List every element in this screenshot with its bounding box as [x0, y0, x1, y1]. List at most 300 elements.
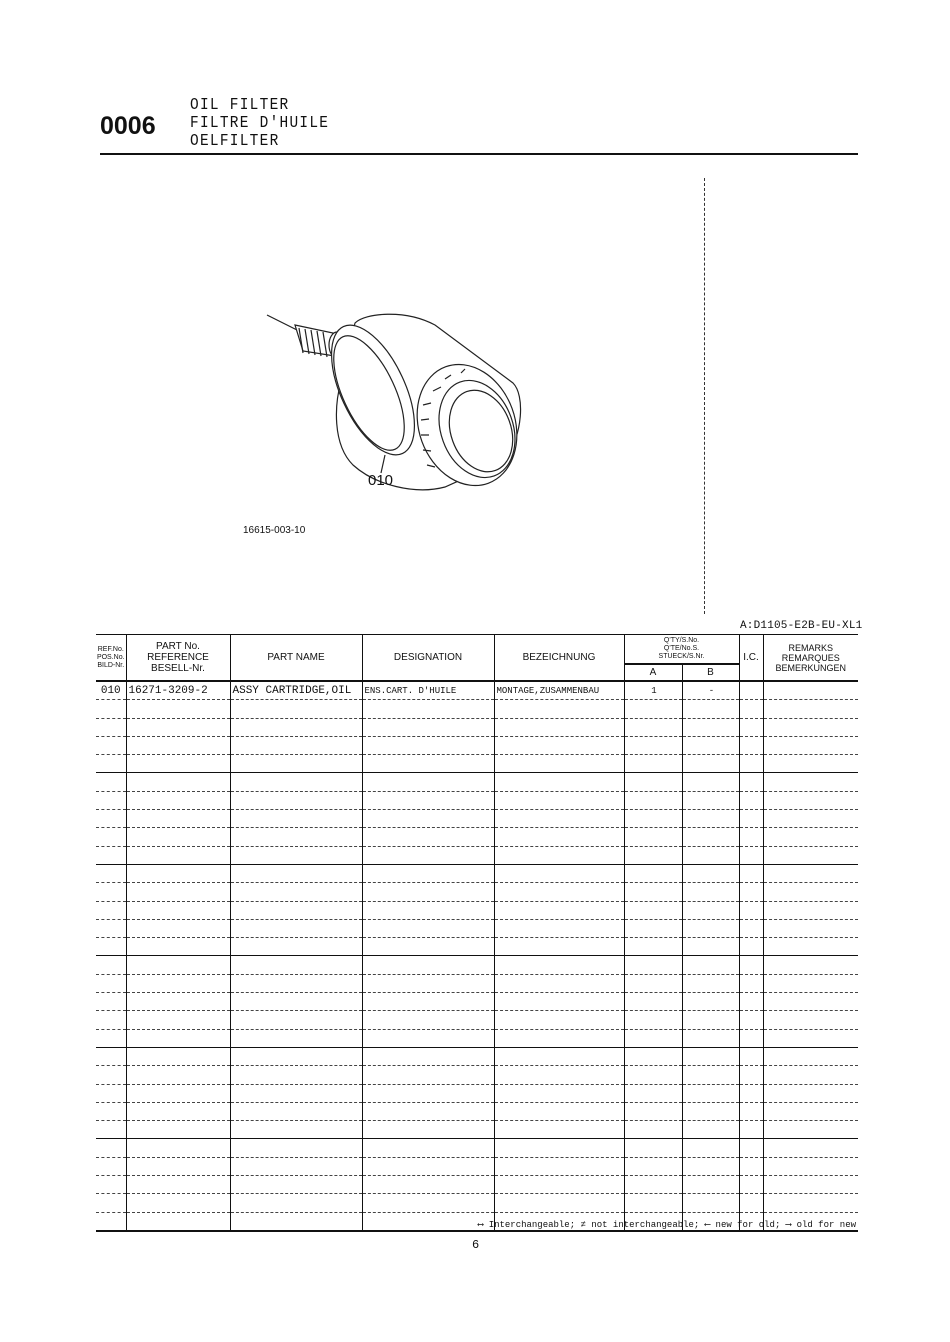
cell-part-name [230, 956, 362, 974]
cell-designation [362, 1102, 494, 1120]
cell-part-name [230, 791, 362, 809]
cell-bezeichnung [494, 791, 624, 809]
cell-remarks [763, 828, 858, 846]
cell-designation [362, 938, 494, 956]
header-qty-en: Q'TY/S.No. [663, 637, 700, 644]
cell-ic [739, 938, 763, 956]
cell-remarks [763, 1066, 858, 1084]
cell-ref [96, 901, 126, 919]
cell-ic [739, 1066, 763, 1084]
cell-bezeichnung [494, 700, 624, 718]
cell-bezeichnung [494, 864, 624, 882]
cell-qty-a [624, 1011, 682, 1029]
cell-qty-b [682, 993, 739, 1011]
cell-qty-b [682, 956, 739, 974]
cell-remarks [763, 700, 858, 718]
cell-bezeichnung [494, 938, 624, 956]
cell-remarks [763, 974, 858, 992]
interchangeability-legend: ⟷ Interchangeable; ≠ not interchangeable; ⟵ new for old; ⟶ old for new [477, 1220, 856, 1230]
table-row [96, 974, 858, 992]
cell-part-name [230, 810, 362, 828]
cell-ref [96, 993, 126, 1011]
cell-ic [739, 828, 763, 846]
cell-designation [362, 1011, 494, 1029]
cell-ref [96, 846, 126, 864]
cell-ref [96, 736, 126, 754]
cell-bezeichnung [494, 1029, 624, 1047]
cell-qty-a [624, 1139, 682, 1157]
cell-remarks [763, 1194, 858, 1212]
cell-part-no [126, 755, 230, 773]
header-remarks-en: REMARKS [788, 642, 833, 653]
cell-qty-b [682, 828, 739, 846]
cell-part-name [230, 864, 362, 882]
cell-ref [96, 1121, 126, 1139]
cell-designation [362, 1212, 494, 1231]
table-row [96, 846, 858, 864]
table-row [96, 919, 858, 937]
cell-bezeichnung [494, 1047, 624, 1065]
cell-part-name [230, 1029, 362, 1047]
cell-ic [739, 1102, 763, 1120]
cell-part-no [126, 1139, 230, 1157]
cell-bezeichnung [494, 1121, 624, 1139]
cell-bezeichnung [494, 1157, 624, 1175]
cell-designation [362, 755, 494, 773]
table-row [96, 791, 858, 809]
callout-label: 010 [368, 472, 394, 489]
table-row [96, 1084, 858, 1102]
cell-qty-b [682, 1066, 739, 1084]
cell-designation [362, 700, 494, 718]
header-ic: I.C. [739, 635, 763, 682]
header-part-no-de: BESELL-Nr. [151, 663, 205, 674]
table-row [96, 700, 858, 718]
cell-qty-b [682, 1139, 739, 1157]
cell-part-name [230, 1157, 362, 1175]
cell-remarks [763, 1139, 858, 1157]
cell-part-name [230, 1102, 362, 1120]
cell-remarks [763, 993, 858, 1011]
title-fr: FILTRE D'HUILE [190, 114, 330, 133]
cell-bezeichnung [494, 810, 624, 828]
cell-bezeichnung [494, 1084, 624, 1102]
cell-part-no [126, 919, 230, 937]
table-row [96, 901, 858, 919]
cell-qty-b [682, 1029, 739, 1047]
cell-remarks [763, 1157, 858, 1175]
cell-qty-a [624, 938, 682, 956]
cell-part-no [126, 1066, 230, 1084]
cell-ic [739, 846, 763, 864]
cell-ref [96, 938, 126, 956]
table-row [96, 993, 858, 1011]
cell-part-no [126, 1212, 230, 1231]
cell-part-no [126, 938, 230, 956]
cell-bezeichnung [494, 846, 624, 864]
cell-remarks [763, 938, 858, 956]
cell-qty-b [682, 1194, 739, 1212]
cell-qty-a [624, 1194, 682, 1212]
cell-bezeichnung [494, 901, 624, 919]
cell-qty-b [682, 883, 739, 901]
cell-designation [362, 974, 494, 992]
cell-ref [96, 755, 126, 773]
cell-part-no [126, 791, 230, 809]
cell-part-no [126, 1176, 230, 1194]
header-rule [100, 153, 858, 155]
header-qty-b: B [682, 664, 739, 681]
cell-ref [96, 700, 126, 718]
cell-qty-b [682, 1011, 739, 1029]
cell-part-name [230, 700, 362, 718]
cell-qty-b [682, 791, 739, 809]
cell-qty-b [682, 974, 739, 992]
table-row [96, 938, 858, 956]
cell-ref [96, 1194, 126, 1212]
cell-designation [362, 1047, 494, 1065]
cell-part-no: 16271-3209-2 [126, 681, 230, 700]
cell-part-name [230, 1047, 362, 1065]
cell-qty-a [624, 1176, 682, 1194]
cell-bezeichnung [494, 1102, 624, 1120]
cell-remarks [763, 1102, 858, 1120]
table-row [96, 956, 858, 974]
cell-remarks [763, 1047, 858, 1065]
cell-qty-a [624, 1102, 682, 1120]
cell-part-name [230, 773, 362, 791]
cell-ic [739, 755, 763, 773]
table-row [96, 1066, 858, 1084]
oil-filter-illustration [255, 295, 535, 505]
cell-ref [96, 810, 126, 828]
cell-part-name [230, 1121, 362, 1139]
cell-ref [96, 919, 126, 937]
header-qty-de: STUECK/S.Nr. [658, 653, 705, 660]
table-row [96, 1139, 858, 1157]
cell-bezeichnung [494, 1139, 624, 1157]
cell-part-name [230, 1084, 362, 1102]
cell-remarks [763, 883, 858, 901]
cell-ref [96, 974, 126, 992]
cell-part-name [230, 755, 362, 773]
cell-ic [739, 956, 763, 974]
cell-qty-b [682, 1176, 739, 1194]
cell-part-no [126, 1047, 230, 1065]
cell-ic [739, 883, 763, 901]
cell-designation [362, 791, 494, 809]
cell-qty-a [624, 773, 682, 791]
cell-part-no [126, 1011, 230, 1029]
cell-ic [739, 1194, 763, 1212]
cell-part-name [230, 1139, 362, 1157]
cell-ref [96, 718, 126, 736]
cell-ic [739, 700, 763, 718]
cell-ic [739, 1084, 763, 1102]
cell-qty-a [624, 846, 682, 864]
cell-part-name [230, 828, 362, 846]
table-row [96, 828, 858, 846]
cell-qty-a [624, 883, 682, 901]
cell-bezeichnung [494, 974, 624, 992]
cell-part-name [230, 1212, 362, 1231]
cell-ref [96, 828, 126, 846]
table-header-row [96, 635, 858, 665]
cell-ref [96, 1176, 126, 1194]
cell-designation [362, 919, 494, 937]
cell-qty-b [682, 1102, 739, 1120]
cell-qty-b [682, 1047, 739, 1065]
cell-part-name [230, 1011, 362, 1029]
group-code: 0006 [100, 112, 156, 140]
cell-designation [362, 883, 494, 901]
cell-qty-b [682, 919, 739, 937]
cell-designation: ENS.CART. D'HUILE [362, 681, 494, 700]
cell-remarks [763, 736, 858, 754]
cell-remarks [763, 1176, 858, 1194]
cell-qty-a [624, 993, 682, 1011]
cell-ic [739, 718, 763, 736]
cell-qty-b [682, 846, 739, 864]
table-row [96, 755, 858, 773]
header-ref-fr: POS.No. [96, 653, 125, 661]
header-qty [624, 635, 739, 665]
cell-remarks [763, 1029, 858, 1047]
illustration-divider [704, 178, 705, 614]
cell-bezeichnung [494, 1011, 624, 1029]
cell-part-no [126, 828, 230, 846]
cell-bezeichnung [494, 883, 624, 901]
cell-part-no [126, 1029, 230, 1047]
cell-designation [362, 956, 494, 974]
header-remarks-de: BEMERKUNGEN [775, 662, 846, 673]
header-part-no-en: PART No. [156, 641, 200, 652]
cell-ref [96, 1029, 126, 1047]
cell-designation [362, 1029, 494, 1047]
cell-remarks [763, 846, 858, 864]
cell-ic [739, 1011, 763, 1029]
cell-ref [96, 1102, 126, 1120]
cell-qty-a [624, 974, 682, 992]
cell-designation [362, 773, 494, 791]
cell-designation [362, 1066, 494, 1084]
cell-part-name: ASSY CARTRIDGE,OIL [230, 681, 362, 700]
cell-bezeichnung [494, 773, 624, 791]
cell-designation [362, 1157, 494, 1175]
cell-part-no [126, 993, 230, 1011]
cell-designation [362, 1194, 494, 1212]
cell-bezeichnung: MONTAGE,ZUSAMMENBAU [494, 681, 624, 700]
cell-qty-a [624, 901, 682, 919]
cell-designation [362, 864, 494, 882]
cell-designation [362, 828, 494, 846]
cell-bezeichnung [494, 828, 624, 846]
cell-ic [739, 791, 763, 809]
header-ref-de: BILD-Nr. [97, 661, 125, 669]
cell-qty-b [682, 736, 739, 754]
cell-part-name [230, 1066, 362, 1084]
cell-remarks [763, 755, 858, 773]
header-designation: DESIGNATION [362, 635, 494, 682]
cell-qty-a [624, 919, 682, 937]
cell-ic [739, 974, 763, 992]
cell-part-no [126, 883, 230, 901]
cell-bezeichnung [494, 956, 624, 974]
table-row [96, 736, 858, 754]
cell-ref [96, 1066, 126, 1084]
cell-part-no [126, 974, 230, 992]
table-row [96, 1029, 858, 1047]
cell-designation [362, 846, 494, 864]
cell-part-name [230, 883, 362, 901]
cell-part-no [126, 736, 230, 754]
cell-qty-b [682, 938, 739, 956]
cell-qty-b [682, 1084, 739, 1102]
cell-qty-b [682, 810, 739, 828]
title-en: OIL FILTER [190, 96, 290, 115]
cell-ic [739, 1176, 763, 1194]
cell-qty-a [624, 755, 682, 773]
cell-ref [96, 1084, 126, 1102]
header-ref-en: REF.No. [97, 645, 124, 653]
cell-ic [739, 681, 763, 700]
table-row [96, 718, 858, 736]
cell-part-no [126, 773, 230, 791]
cell-ic [739, 864, 763, 882]
cell-qty-b: - [682, 681, 739, 700]
table-row [96, 773, 858, 791]
cell-ref: 010 [96, 681, 126, 700]
cell-ref [96, 1047, 126, 1065]
cell-remarks [763, 718, 858, 736]
cell-qty-b [682, 901, 739, 919]
cell-qty-a [624, 718, 682, 736]
cell-part-no [126, 1194, 230, 1212]
cell-part-name [230, 974, 362, 992]
title-de: OELFILTER [190, 132, 280, 151]
table-row [96, 1011, 858, 1029]
cell-remarks [763, 1084, 858, 1102]
header-ref [96, 635, 126, 682]
cell-designation [362, 1121, 494, 1139]
cell-remarks [763, 810, 858, 828]
cell-qty-a [624, 1084, 682, 1102]
cell-qty-b [682, 718, 739, 736]
cell-qty-b [682, 1121, 739, 1139]
cell-designation [362, 736, 494, 754]
cell-part-no [126, 1157, 230, 1175]
cell-ref [96, 1011, 126, 1029]
cell-part-no [126, 810, 230, 828]
table-row [96, 1194, 858, 1212]
cell-qty-a [624, 1029, 682, 1047]
cell-ic [739, 736, 763, 754]
cell-qty-a [624, 1047, 682, 1065]
cell-ref [96, 791, 126, 809]
cell-bezeichnung [494, 993, 624, 1011]
table-row [96, 1176, 858, 1194]
cell-qty-a [624, 828, 682, 846]
cell-part-name [230, 993, 362, 1011]
cell-ic [739, 810, 763, 828]
cell-remarks [763, 919, 858, 937]
table-row [96, 1047, 858, 1065]
cell-ref [96, 883, 126, 901]
table-row [96, 864, 858, 882]
table-row [96, 883, 858, 901]
cell-ic [739, 773, 763, 791]
cell-qty-b [682, 755, 739, 773]
cell-part-no [126, 1102, 230, 1120]
cell-ic [739, 1029, 763, 1047]
table-row [96, 1157, 858, 1175]
parts-table-body [96, 681, 858, 1231]
cell-designation [362, 1139, 494, 1157]
cell-qty-a: 1 [624, 681, 682, 700]
cell-qty-a [624, 700, 682, 718]
table-row [96, 1121, 858, 1139]
cell-bezeichnung [494, 1194, 624, 1212]
cell-part-no [126, 700, 230, 718]
cell-part-name [230, 718, 362, 736]
cell-qty-a [624, 864, 682, 882]
header-remarks-fr: REMARQUES [781, 652, 840, 663]
cell-part-no [126, 1121, 230, 1139]
table-row [96, 1102, 858, 1120]
cell-qty-a [624, 1066, 682, 1084]
cell-bezeichnung [494, 755, 624, 773]
cell-part-no [126, 956, 230, 974]
cell-ic [739, 901, 763, 919]
cell-designation [362, 810, 494, 828]
cell-ref [96, 1212, 126, 1231]
parts-table [96, 634, 858, 1232]
cell-designation [362, 993, 494, 1011]
cell-part-no [126, 718, 230, 736]
cell-qty-a [624, 1121, 682, 1139]
cell-remarks [763, 901, 858, 919]
cell-part-no [126, 864, 230, 882]
cell-remarks [763, 864, 858, 882]
cell-bezeichnung [494, 919, 624, 937]
cell-part-name [230, 846, 362, 864]
cell-part-name [230, 736, 362, 754]
cell-ref [96, 1139, 126, 1157]
cell-ic [739, 1121, 763, 1139]
cell-remarks [763, 1011, 858, 1029]
cell-ref [96, 773, 126, 791]
cell-qty-a [624, 1157, 682, 1175]
header-qty-a: A [624, 664, 682, 681]
cell-part-name [230, 919, 362, 937]
cell-remarks [763, 681, 858, 700]
cell-qty-a [624, 810, 682, 828]
cell-part-name [230, 1176, 362, 1194]
header-part-no-fr: REFERENCE [147, 652, 209, 663]
cell-designation [362, 718, 494, 736]
cell-remarks [763, 791, 858, 809]
page-number: 6 [472, 1238, 480, 1252]
cell-bezeichnung [494, 1176, 624, 1194]
cell-designation [362, 901, 494, 919]
cell-remarks [763, 773, 858, 791]
cell-part-name [230, 1194, 362, 1212]
model-code: A:D1105-E2B-EU-XL1 [740, 620, 863, 632]
cell-ref [96, 864, 126, 882]
cell-part-no [126, 1084, 230, 1102]
header-bezeichnung: BEZEICHNUNG [494, 635, 624, 682]
cell-ic [739, 1139, 763, 1157]
